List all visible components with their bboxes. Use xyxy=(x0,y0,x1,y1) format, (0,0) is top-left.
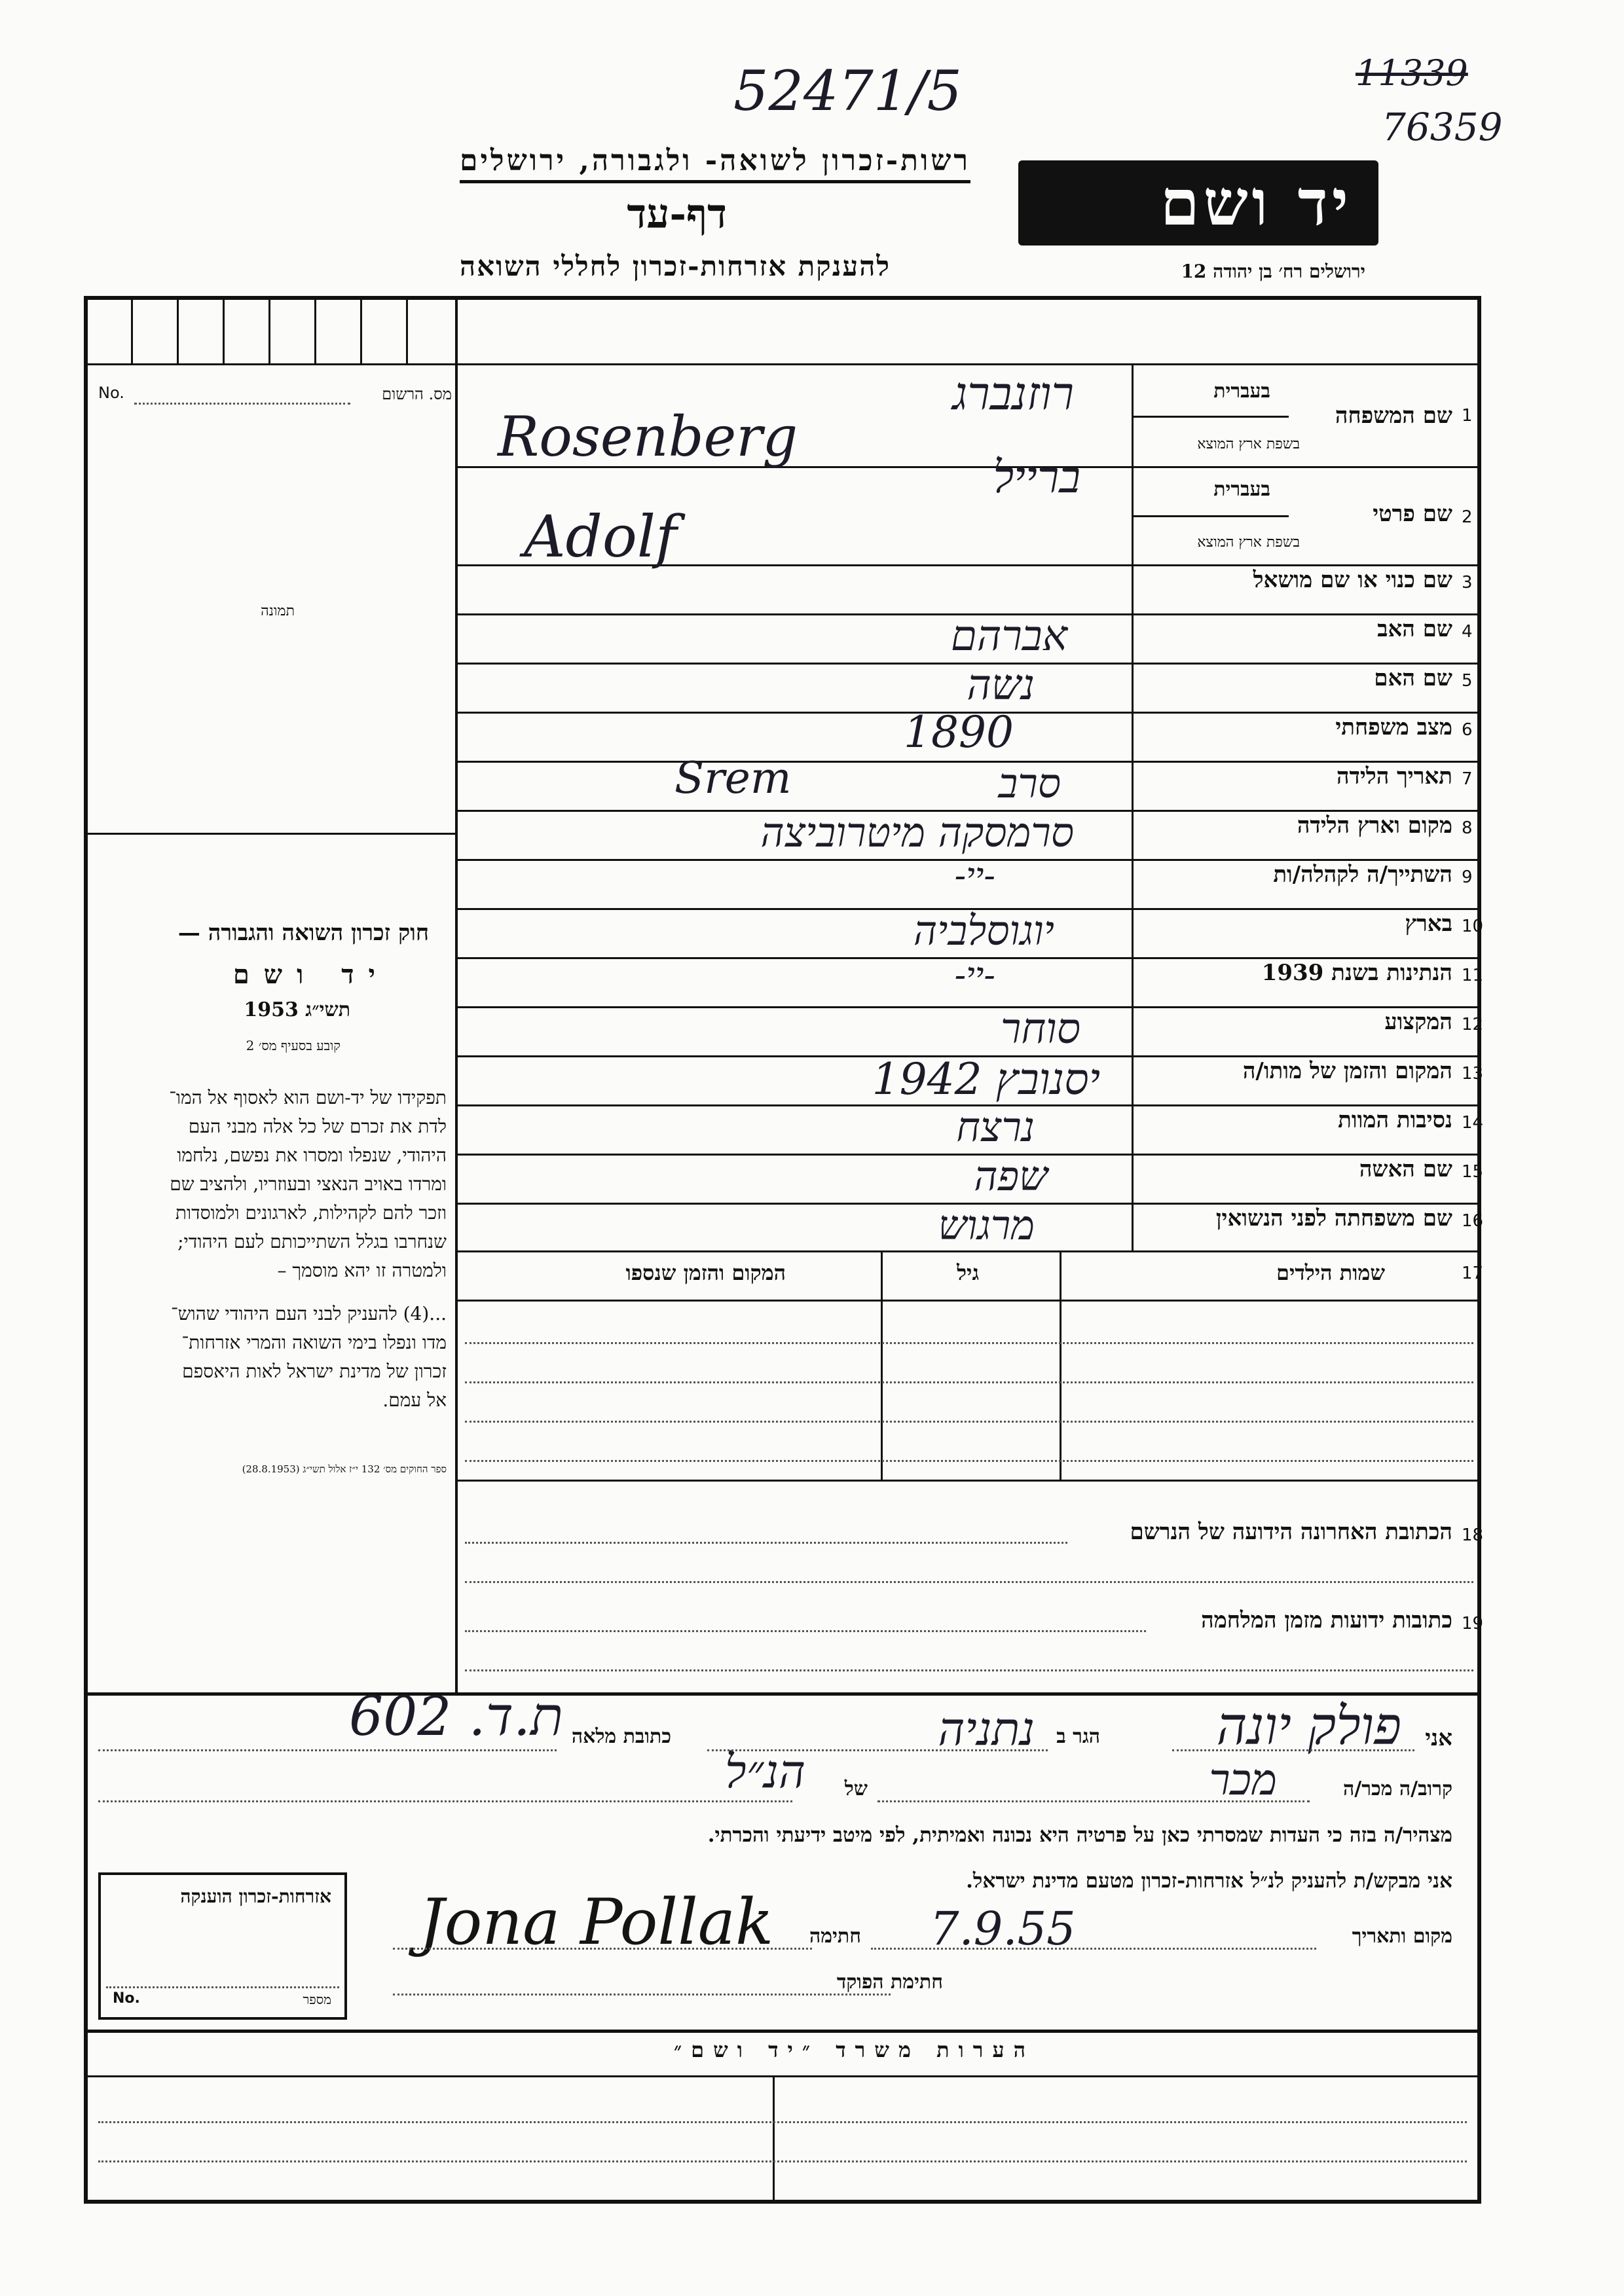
field-1-sub-hebrew: בעברית xyxy=(1213,380,1270,403)
declaration-address-label: כתובת מלאה xyxy=(571,1725,671,1748)
field-1-value-origin: Rosenberg xyxy=(498,405,798,469)
field-2-sub-origin: בשפת ארץ המוצא xyxy=(1197,534,1300,551)
declaration-i-label: אני xyxy=(1425,1725,1452,1751)
place-date-value: 7.9.55 xyxy=(930,1902,1076,1956)
photo-label: תמונה xyxy=(261,603,295,619)
declaration-relative-value: מכר xyxy=(1209,1755,1277,1805)
law-footnote: ספר החוקים מס׳ 132 י״ז אלול תשי״ג (28.8.1953) xyxy=(242,1463,447,1475)
citizenship-box xyxy=(98,1872,347,2020)
declaration-of-value: הנ״ל xyxy=(724,1745,805,1798)
field-9-label: השתייך/ה לקהלה/ות xyxy=(1273,862,1452,888)
field-11-value: -יי- xyxy=(954,956,995,995)
law-clause: קובע בסעיף מס׳ 2 xyxy=(246,1038,341,1053)
field-14-value: נרצח xyxy=(956,1103,1035,1151)
field-15-value: שפה xyxy=(974,1152,1048,1200)
declaration-i-value: פולק יונה xyxy=(1216,1696,1401,1757)
form-subtitle: להענקת אזרחות-זכרון לחללי השואה xyxy=(459,250,891,282)
field-7-value-extra: Srem xyxy=(674,753,792,803)
children-col-place: המקום והזמן שנספו xyxy=(625,1260,786,1285)
archive-number: 76359 xyxy=(1382,105,1503,149)
field-19-label: כתובות ידועות מזמן המלחמה xyxy=(1201,1607,1452,1633)
field-5-value: נשה xyxy=(967,661,1035,710)
field-6-value: 1890 xyxy=(904,707,1014,757)
citizenship-title: אזרחות-זכרון הוענקה xyxy=(180,1886,331,1907)
field-17-number: 17 xyxy=(1462,1264,1484,1283)
field-7-value: סרב xyxy=(998,759,1061,807)
field-1-label: שם המשפחה xyxy=(1335,403,1452,429)
yad-vashem-logo xyxy=(1018,160,1378,246)
logo-text: יד ושם xyxy=(1160,166,1352,240)
archive-ref-number: 52471/5 xyxy=(733,59,962,123)
field-8-label: מקום וארץ הלידה xyxy=(1297,812,1452,839)
field-14-label: נסיבות המוות xyxy=(1338,1107,1452,1133)
declaration-statement: מצהיר/ה בזה כי העדות שמסרתי כאן על פרטיה היא נכונה ואמיתית, לפי מיטב ידיעתי והכרתי. xyxy=(707,1823,1452,1847)
field-1-sub-origin: בשפת ארץ המוצא xyxy=(1197,436,1300,452)
field-2-label: שם פרטי xyxy=(1373,501,1452,527)
field-12-number: 12 xyxy=(1462,1015,1484,1034)
field-10-value: יוגוסלביה xyxy=(913,907,1054,955)
form-title: דף-עד xyxy=(627,190,727,238)
no-label: No. xyxy=(98,384,124,402)
field-3-label: שם כנוי או שם מושאל xyxy=(1253,567,1452,593)
field-10-label: בארץ xyxy=(1405,911,1452,937)
field-18-label: הכתובת האחרונה הידועה של הנרשם xyxy=(1130,1519,1452,1545)
field-1-number: 1 xyxy=(1462,406,1473,426)
field-6-number: 6 xyxy=(1462,720,1473,740)
field-4-label: שם האב xyxy=(1377,616,1452,642)
law-year: תשי״ג 1953 xyxy=(244,998,350,1021)
field-15-number: 15 xyxy=(1462,1162,1484,1182)
declaration-address-value: ת.ד. 602 xyxy=(348,1686,563,1748)
field-8-value: סרמסקה מיטרוביצה xyxy=(760,809,1074,856)
declaration-relative-label: קרוב/ה מכר/ה xyxy=(1343,1777,1452,1800)
law-paragraph-2: ...(4) להעניק לבני העם היהודי שהוש־ מדו ונפלו בימי השואה והמרי אזרחות־ זכרון של מדינת ישראל לאות היאספם אל עמם. xyxy=(171,1303,447,1411)
field-15-label: שם האשה xyxy=(1359,1156,1452,1182)
declaration-request: אני מבקש/ת להעניק לנ״ל אזרחות-זכרון מטעם מדינת ישראל. xyxy=(966,1869,1452,1893)
field-1-value-hebrew: רוזנברג xyxy=(952,367,1074,420)
field-2-value-origin: Adolf xyxy=(524,503,677,570)
field-11-label: הנתינות בשנת 1939 xyxy=(1261,960,1452,986)
field-14-number: 14 xyxy=(1462,1113,1484,1133)
field-16-label: שם משפחתה לפני הנשואין xyxy=(1215,1205,1452,1231)
field-12-label: המקצוע xyxy=(1384,1009,1452,1035)
remarks-title: הערות משרד ״יד ושם״ xyxy=(674,2037,1035,2062)
field-9-number: 9 xyxy=(1462,867,1473,887)
field-7-label: תאריך הלידה xyxy=(1336,763,1452,790)
declaration-of-label: של xyxy=(844,1777,868,1800)
law-name: יד ושם xyxy=(232,959,390,990)
children-col-age: גיל xyxy=(957,1260,979,1285)
field-16-number: 16 xyxy=(1462,1211,1484,1231)
field-10-number: 10 xyxy=(1462,917,1484,936)
field-18-number: 18 xyxy=(1462,1525,1484,1545)
declaration-resides-label: הגר ב xyxy=(1056,1725,1100,1748)
field-12-value: סוחר xyxy=(1000,1005,1080,1053)
field-5-number: 5 xyxy=(1462,671,1473,691)
field-4-value: אברהם xyxy=(950,612,1067,661)
field-6-label: מצב משפחתי xyxy=(1335,714,1452,740)
children-col-names: שמות הילדים xyxy=(1276,1260,1385,1285)
officer-label: חתימת הפוקד xyxy=(836,1971,943,1994)
field-2-number: 2 xyxy=(1462,507,1473,527)
signature-value: Jona Pollak xyxy=(419,1886,774,1959)
declaration-resides-value: נתניה xyxy=(938,1702,1035,1756)
citizenship-number-label: מספר xyxy=(303,1992,331,2007)
field-19-number: 19 xyxy=(1462,1614,1484,1633)
field-5-label: שם האם xyxy=(1374,665,1452,691)
reg-no-label: מס. הרשום xyxy=(382,385,452,403)
header-address: ירושלים רח׳ בן יהודה 12 xyxy=(1181,261,1365,282)
field-13-number: 13 xyxy=(1462,1064,1484,1084)
archive-crossed-number: 11339 xyxy=(1356,52,1468,94)
field-11-number: 11 xyxy=(1462,966,1484,985)
field-7-number: 7 xyxy=(1462,769,1473,789)
law-title: חוק זכרון השואה והגבורה — xyxy=(177,920,429,946)
field-8-number: 8 xyxy=(1462,818,1473,838)
field-16-value: מרגוש xyxy=(938,1201,1035,1249)
field-13-label: המקום והזמן של מותו/ה xyxy=(1242,1058,1452,1084)
field-2-sub-hebrew: בעברית xyxy=(1213,478,1270,501)
field-4-number: 4 xyxy=(1462,622,1473,642)
field-1-note: ברייל xyxy=(993,452,1080,503)
place-date-label: מקום ותאריך xyxy=(1352,1925,1452,1948)
field-13-value: יסנובץ 1942 xyxy=(872,1054,1100,1104)
signature-label: חתימה xyxy=(809,1925,861,1948)
law-paragraph-1: תפקידו של יד-ושם הוא לאסוף אל המו־ לדת את זכרם של כל אלה מבני העם היהודי, שנפלו ומסרו את נפשם, נלחמו ומרדו באויב הנאצי ובעוזריו, ולהציב שם וזכר להם לקהילות, לארגונים ולמוסדות שנחרבו בגלל השתייכותם לעם היהודי; ולמטרה זו יהא מוסמך – xyxy=(169,1087,447,1281)
field-9-value: -יי- xyxy=(954,856,995,896)
authority-name: רשות-זכרון לשואה- ולגבורה, ירושלים xyxy=(460,144,970,183)
field-3-number: 3 xyxy=(1462,573,1473,592)
citizenship-no-label: No. xyxy=(113,1990,140,2007)
